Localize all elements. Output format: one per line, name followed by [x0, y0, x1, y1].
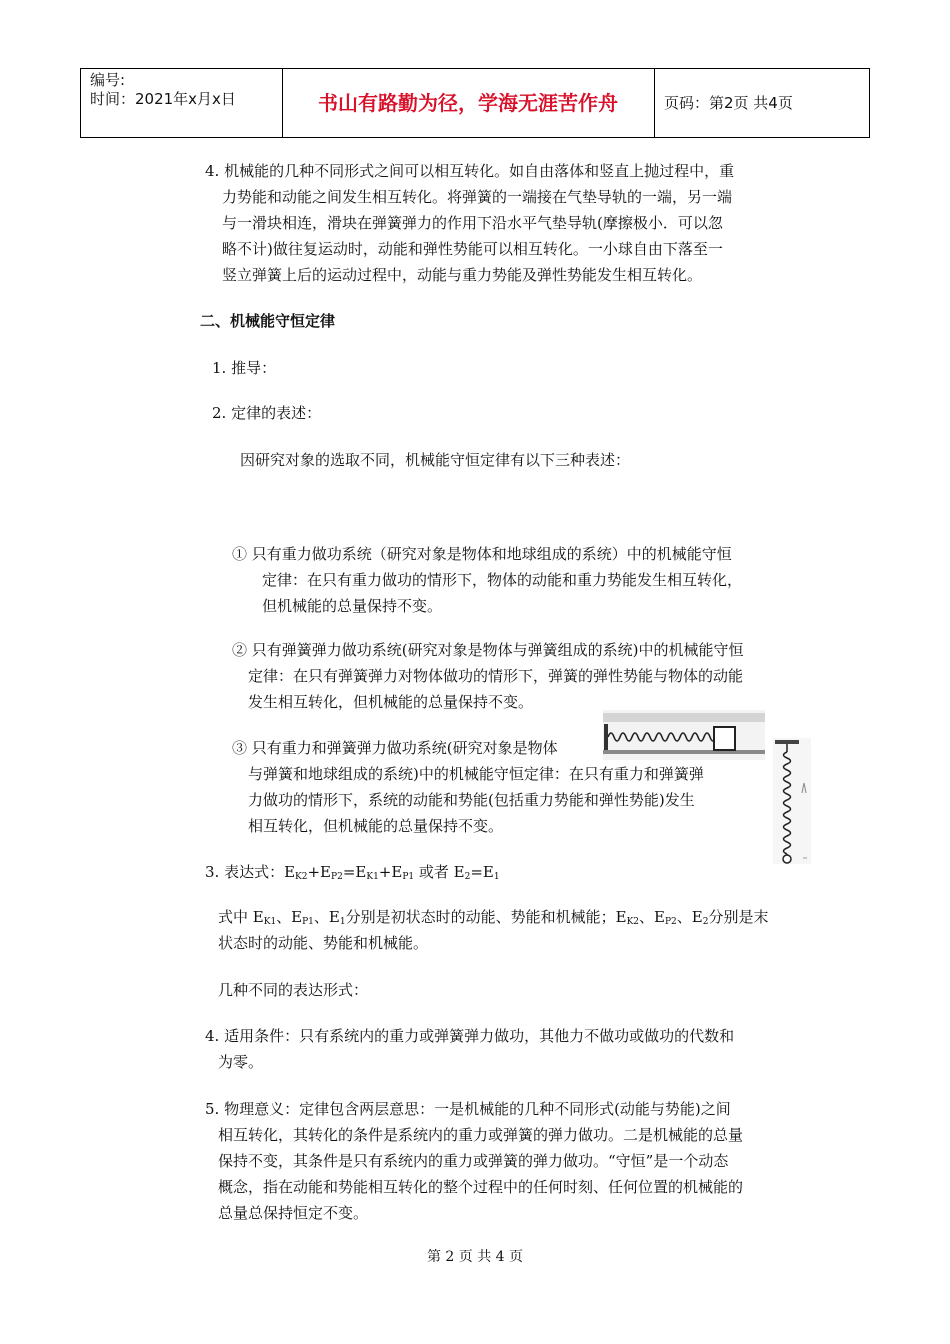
header-border-left — [80, 69, 81, 137]
item-2-statement: 2. 定律的表述： — [212, 404, 322, 422]
item-5-line-5: 总量总保持恒定不变。 — [218, 1204, 369, 1222]
statement-2-line-1: ② 只有弹簧弹力做功系统(研究对象是物体与弹簧组成的系统)中的机械能守恒 — [232, 641, 744, 659]
forms-label: 几种不同的表达形式： — [218, 981, 369, 999]
explain-line-1: 式中 $E_{K1}$、$E_{P1}$、$E_1$分别是初状态时的动能、势能和机械能；$E_{K2}$、$E_{P2}$、$E_2$分别是末 — [218, 908, 769, 927]
statement-3-line-4: 相互转化，但机械能的总量保持不变。 — [248, 817, 504, 835]
page-number-label: 页码：第2页 共4页 — [664, 94, 793, 112]
statement-3-line-1: ③ 只有重力和弹簧弹力做功系统(研究对象是物体 — [232, 739, 558, 757]
item-5-line-1: 5. 物理意义：定律包含两层意思：一是机械能的几种不同形式(动能与势能)之间 — [205, 1100, 731, 1118]
explain-line-2: 状态时的动能、势能和机械能。 — [218, 934, 429, 952]
expression-label: 3. 表达式：E — [205, 863, 296, 881]
statement-2-line-2: 定律：在只有弹簧弹力对物体做功的情形下，弹簧的弹性势能与物体的动能 — [248, 667, 744, 685]
statement-1-line-1: ① 只有重力做功系统（研究对象是物体和地球组成的系统）中的机械能守恒 — [232, 545, 732, 563]
item-5-line-3: 保持不变，其条件是只有系统内的重力或弹簧的弹力做功。“守恒”是一个动态 — [218, 1152, 729, 1170]
header-divider-2 — [654, 69, 655, 137]
para4-line-2: 力势能和动能之间发生相互转化。将弹簧的一端接在气垫导轨的一端，另一端 — [222, 188, 733, 206]
vertical-spring-figure — [773, 738, 811, 864]
horizontal-spring-figure — [603, 710, 765, 760]
statement-intro: 因研究对象的选取不同，机械能守恒定律有以下三种表述： — [240, 451, 631, 469]
section-heading: 二、机械能守恒定律 — [200, 312, 336, 330]
statement-3-line-3: 力做功的情形下，系统的动能和势能(包括重力势能和弹性势能)发生 — [248, 791, 695, 809]
item-3-expression: 3. 表达式：$E_{K2}+E_{P2}=E_{K1}+E_{P1}$ 或者 $E_2=E_1$ — [205, 863, 500, 882]
item-4-line-2: 为零。 — [218, 1053, 264, 1071]
header-motto: 书山有路勤为径，学海无涯苦作舟 — [318, 91, 618, 115]
item-1-derivation: 1. 推导： — [212, 359, 277, 377]
expression-or: 或者 E — [418, 863, 465, 881]
header-table — [80, 68, 870, 138]
para4-line-4: 略不计)做往复运动时，动能和弹性势能可以相互转化。一小球自由下落至一 — [222, 240, 723, 258]
statement-2-line-3: 发生相互转化，但机械能的总量保持不变。 — [248, 693, 534, 711]
statement-1-line-2: 定律：在只有重力做功的情形下，物体的动能和重力势能发生相互转化， — [262, 571, 743, 589]
item-4-line-1: 4. 适用条件：只有系统内的重力或弹簧弹力做功，其他力不做功或做功的代数和 — [205, 1027, 735, 1045]
date-label: 时间：2021年x月x日 — [90, 90, 236, 108]
statement-3-line-2: 与弹簧和地球组成的系统)中的机械能守恒定律：在只有重力和弹簧弹 — [248, 765, 704, 783]
serial-label: 编号: — [90, 71, 126, 89]
header-meta — [90, 71, 280, 109]
para4-line-5: 竖立弹簧上后的运动过程中，动能与重力势能及弹性势能发生相互转化。 — [222, 266, 703, 284]
explain-prefix: 式中 E — [218, 908, 264, 926]
explain-final: 分别是末 — [708, 908, 769, 926]
page-footer: 第 2 页 共 4 页 — [426, 1249, 524, 1265]
item-5-line-4: 概念，指在动能和势能相互转化的整个过程中的任何时刻、任何位置的机械能的 — [218, 1178, 744, 1196]
statement-1-line-3: 但机械能的总量保持不变。 — [262, 597, 443, 615]
para4-line-1: 4. 机械能的几种不同形式之间可以相互转化。如自由落体和竖直上抛过程中，重 — [205, 162, 735, 180]
header-border-right — [869, 69, 870, 137]
item-5-line-2: 相互转化，其转化的条件是系统内的重力或弹簧的弹力做功。二是机械能的总量 — [218, 1126, 744, 1144]
para4-line-3: 与一滑块相连，滑块在弹簧弹力的作用下沿水平气垫导轨(摩擦极小．可以忽 — [222, 214, 723, 232]
explain-initial: 分别是初状态时的动能、势能和机械能；E — [345, 908, 627, 926]
